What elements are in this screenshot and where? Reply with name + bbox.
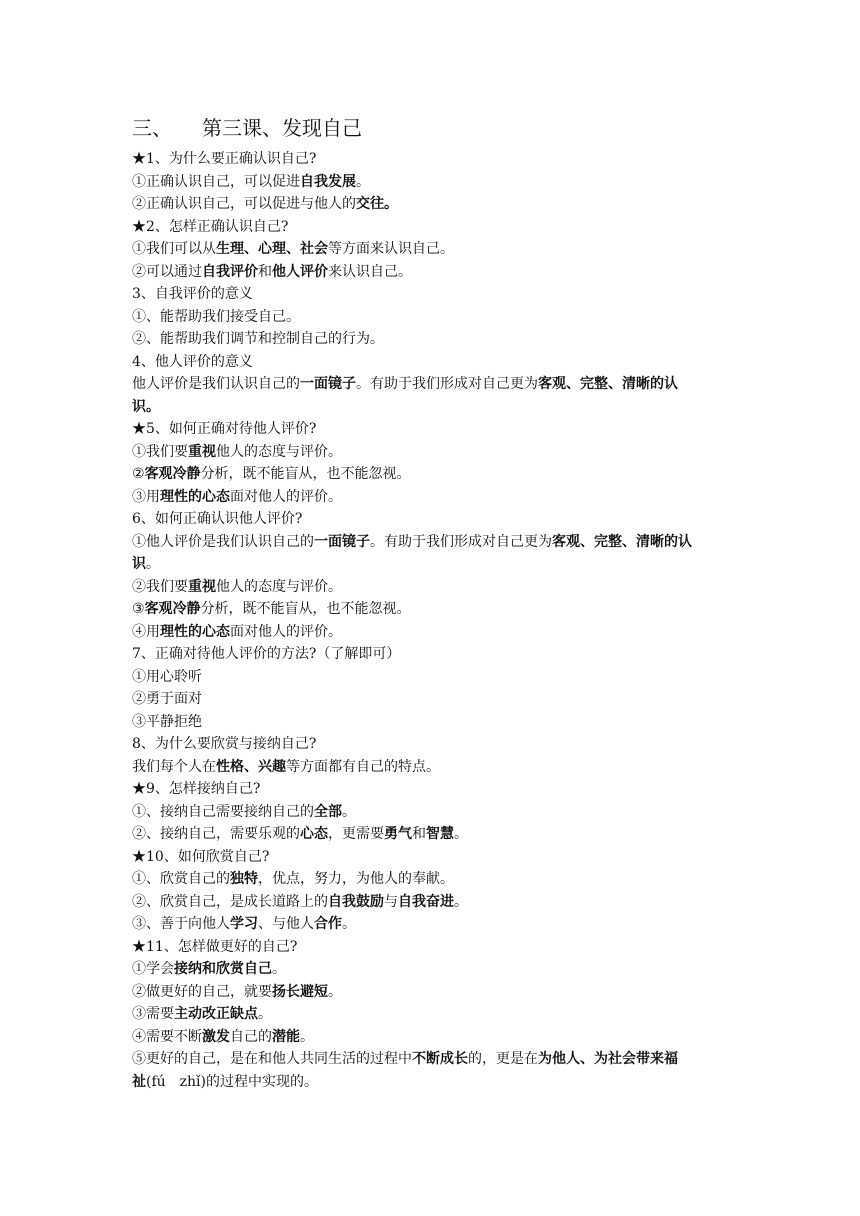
text-segment: 。 — [300, 1028, 314, 1045]
document-body — [132, 148, 736, 1093]
text-line — [132, 778, 736, 801]
text-segment: 。 — [328, 983, 342, 1000]
text-line — [132, 823, 736, 846]
text-line — [132, 846, 736, 869]
text-segment: ①我们要 — [132, 443, 188, 460]
text-segment: ③需要 — [132, 1006, 174, 1022]
bold-text-segment: 接纳和欣赏自己 — [174, 961, 272, 977]
bold-text-segment: 生理、心理、社会 — [216, 241, 328, 257]
bold-text-segment: 激发 — [202, 1028, 230, 1045]
text-line — [132, 216, 736, 239]
text-line — [132, 441, 736, 464]
bold-text-segment: 自我奋进 — [398, 893, 454, 910]
text-line — [132, 1003, 736, 1026]
text-line — [132, 328, 736, 351]
text-segment: 3、自我评价的意义 — [132, 286, 253, 302]
text-line — [132, 1026, 736, 1049]
text-line — [132, 913, 736, 936]
bold-text-segment: 客观、完整、清晰的认 — [552, 533, 692, 550]
bold-text-segment: 他人评价 — [272, 263, 328, 280]
text-segment: ①他人评价是我们认识自己的 — [132, 533, 314, 550]
text-segment: 的，更是在 — [468, 1051, 538, 1067]
text-segment: 和 — [412, 826, 426, 842]
text-segment: 等方面都有自己的特点。 — [286, 758, 440, 775]
bold-text-segment: 一面镜子 — [300, 376, 356, 392]
text-segment: ③ — [132, 601, 145, 617]
text-segment: 。有助于我们形成对自己更为 — [356, 376, 538, 392]
text-segment: 他人评价是我们认识自己的 — [132, 376, 300, 392]
text-line — [132, 373, 736, 396]
text-segment: ②做更好的自己，就要 — [132, 983, 272, 1000]
bold-text-segment: 重视 — [188, 578, 216, 595]
text-segment: 面对他人的评价。 — [230, 488, 342, 505]
text-segment: ①、能帮助我们接受自己。 — [132, 308, 300, 325]
bold-text-segment: 识 — [132, 556, 146, 572]
text-segment: ★9、怎样接纳自己? — [132, 781, 261, 797]
text-line — [132, 463, 736, 486]
bold-text-segment: 独特 — [230, 871, 258, 887]
text-segment: 来认识自己。 — [328, 263, 412, 280]
bold-text-segment: 全部 — [314, 803, 342, 820]
text-segment: 分析，既不能盲从，也不能忽视。 — [200, 601, 411, 617]
bold-text-segment: 祉 — [132, 1073, 146, 1090]
text-segment: ②勇于面对 — [132, 691, 202, 707]
text-line — [132, 666, 736, 689]
text-segment: ★2、怎样正确认识自己? — [132, 218, 289, 235]
text-line — [132, 711, 736, 734]
text-segment: 他人的态度与评价。 — [216, 578, 342, 595]
bold-text-segment: 重视 — [188, 443, 216, 460]
text-segment: 等方面来认识自己。 — [328, 241, 454, 257]
text-segment: ①我们可以从 — [132, 241, 216, 257]
text-segment: ，优点，努力，为他人的奉献。 — [258, 871, 454, 887]
text-segment: 。 — [342, 803, 356, 820]
text-line — [132, 261, 736, 284]
bold-text-segment: 为他人、为社会带来福 — [538, 1051, 678, 1067]
bold-text-segment: 性格、兴趣 — [216, 758, 286, 775]
text-line — [132, 171, 736, 194]
text-segment: 7、正确对待他人评价的方法?（了解即可） — [132, 646, 401, 662]
text-segment: 4、他人评价的意义 — [132, 353, 253, 370]
text-segment: ②我们要 — [132, 578, 188, 595]
text-segment: 。有助于我们形成对自己更为 — [370, 533, 552, 550]
text-segment: ③平静拒绝 — [132, 713, 202, 730]
text-line — [132, 508, 736, 531]
text-segment: 。 — [146, 556, 160, 572]
text-segment: 。 — [356, 173, 370, 190]
text-line — [132, 1071, 736, 1094]
text-line — [132, 1048, 736, 1071]
lesson-heading: 三、 第三课、发现自己 — [132, 116, 362, 140]
text-line — [132, 621, 736, 644]
text-line — [132, 531, 736, 554]
bold-text-segment: 识。 — [132, 398, 160, 415]
bold-text-segment: 自我发展 — [300, 173, 356, 190]
text-line — [132, 351, 736, 374]
bold-text-segment: 理性的心态 — [160, 623, 230, 640]
text-segment: ，更需要 — [328, 826, 384, 842]
text-segment: ①、欣赏自己的 — [132, 871, 230, 887]
text-line — [132, 193, 736, 216]
text-segment: ★1、为什么要正确认识自己? — [132, 151, 317, 167]
text-segment: ④需要不断 — [132, 1028, 202, 1045]
text-segment: 分析，既不能盲从，也不能忽视。 — [200, 466, 411, 482]
text-line — [132, 486, 736, 509]
bold-text-segment: 理性的心态 — [160, 488, 230, 505]
bold-text-segment: 合作 — [314, 916, 342, 932]
text-segment: ②可以通过 — [132, 263, 202, 280]
text-line — [132, 756, 736, 779]
text-line — [132, 643, 736, 666]
text-line — [132, 598, 736, 621]
text-segment: ②、能帮助我们调节和控制自己的行为。 — [132, 331, 384, 347]
bold-text-segment: 客观冷静 — [144, 601, 201, 617]
bold-text-segment: 一面镜子 — [314, 533, 370, 550]
bold-text-segment: 不断成长 — [412, 1051, 468, 1067]
text-line — [132, 868, 736, 891]
text-segment: ④用 — [132, 623, 160, 640]
text-segment: ②、欣赏自己，是成长道路上的 — [132, 893, 328, 910]
text-segment: 。 — [272, 961, 286, 977]
text-segment: ①学会 — [132, 961, 174, 977]
bold-text-segment: 客观冷静 — [144, 466, 201, 482]
bold-text-segment: 智慧 — [426, 826, 454, 842]
text-segment: 、与他人 — [258, 916, 314, 932]
text-segment: ② — [132, 466, 145, 482]
text-line — [132, 418, 736, 441]
text-segment: 6、如何正确认识他人评价? — [132, 511, 303, 527]
text-line — [132, 306, 736, 329]
text-line — [132, 576, 736, 599]
text-segment: ②正确认识自己，可以促进与他人的 — [132, 196, 356, 212]
bold-text-segment: 自我鼓励 — [328, 893, 384, 910]
bold-text-segment: 学习 — [230, 916, 258, 932]
text-line — [132, 688, 736, 711]
text-segment: 。 — [454, 826, 468, 842]
text-segment: 和 — [258, 263, 272, 280]
text-segment: 8、为什么要欣赏与接纳自己? — [132, 736, 317, 752]
text-segment: ★5、如何正确对待他人评价? — [132, 421, 317, 437]
text-line — [132, 958, 736, 981]
text-segment: ①用心聆听 — [132, 668, 202, 685]
text-segment: ★11、怎样做更好的自己? — [132, 938, 298, 955]
text-line — [132, 396, 736, 419]
text-segment: ⑤更好的自己，是在和他人共同生活的过程中 — [132, 1051, 412, 1067]
bold-text-segment: 勇气 — [384, 826, 412, 842]
text-segment: ①、接纳自己需要接纳自己的 — [132, 803, 314, 820]
text-segment: ①正确认识自己，可以促进 — [132, 173, 300, 190]
bold-text-segment: 心态 — [300, 826, 328, 842]
text-segment: 他人的态度与评价。 — [216, 443, 342, 460]
bold-text-segment: 交往。 — [356, 196, 398, 212]
bold-text-segment: 潜能 — [272, 1028, 300, 1045]
text-line — [132, 936, 736, 959]
text-segment: ③用 — [132, 488, 160, 505]
bold-text-segment: 主动改正缺点 — [174, 1006, 258, 1022]
text-line — [132, 981, 736, 1004]
text-line — [132, 891, 736, 914]
text-segment: 我们每个人在 — [132, 758, 216, 775]
bold-text-segment: 客观、完整、清晰的认 — [538, 376, 678, 392]
text-segment: ③、善于向他人 — [132, 916, 230, 932]
text-line — [132, 553, 736, 576]
text-segment: 。 — [258, 1006, 272, 1022]
text-segment: 。 — [342, 916, 356, 932]
text-segment: 与 — [384, 893, 398, 910]
text-line — [132, 238, 736, 261]
text-line — [132, 283, 736, 306]
text-segment: 自己的 — [230, 1028, 272, 1045]
text-segment: 面对他人的评价。 — [230, 623, 342, 640]
text-segment: (fú zhǐ)的过程中实现的。 — [146, 1073, 318, 1090]
text-segment: 。 — [454, 893, 468, 910]
bold-text-segment: 自我评价 — [202, 263, 258, 280]
text-segment: ②、接纳自己，需要乐观的 — [132, 826, 300, 842]
text-line — [132, 801, 736, 824]
text-line — [132, 148, 736, 171]
text-line — [132, 733, 736, 756]
bold-text-segment: 扬长避短 — [272, 983, 328, 1000]
text-segment: ★10、如何欣赏自己? — [132, 848, 270, 865]
